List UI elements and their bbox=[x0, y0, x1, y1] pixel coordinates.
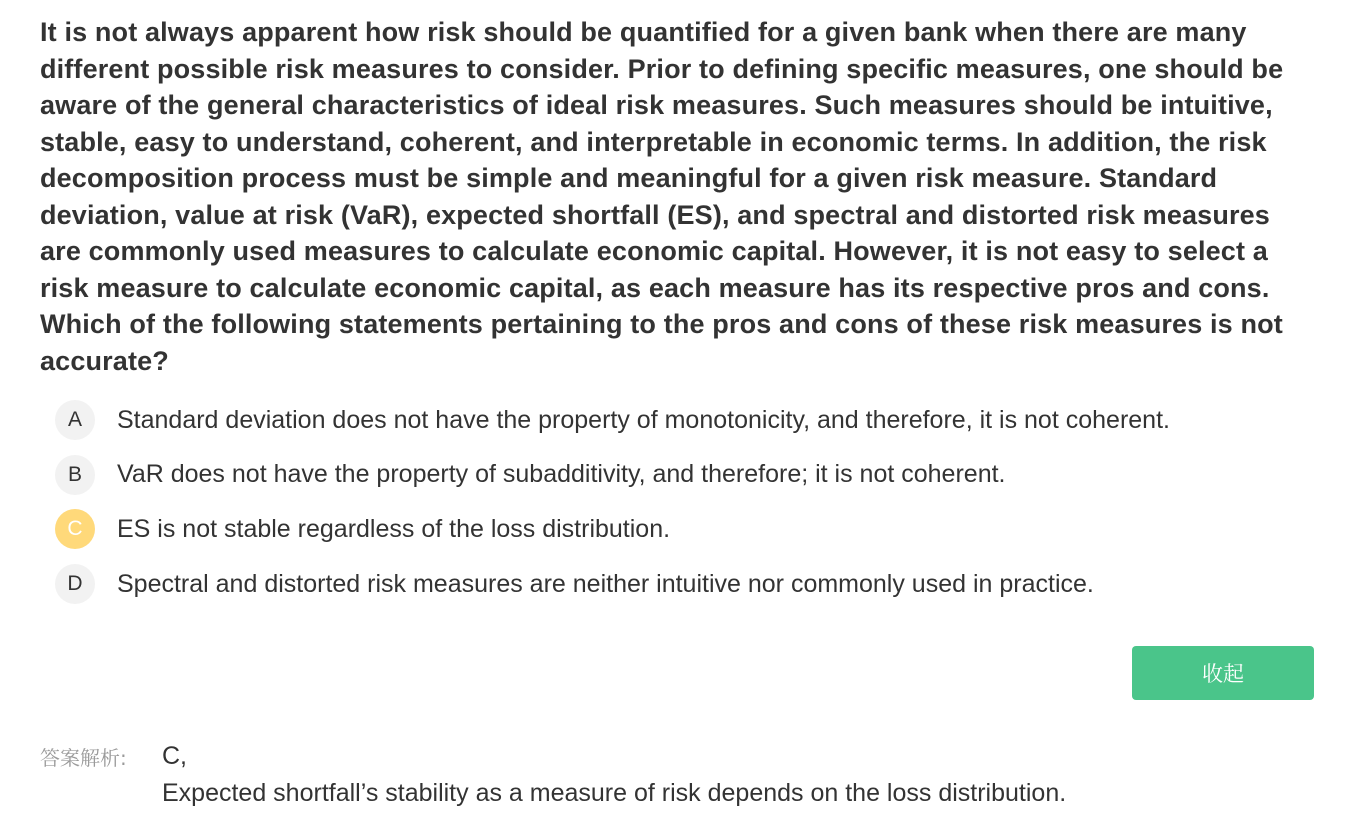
question-text: It is not always apparent how risk should be quantified for a given bank when there are many different possible risk measures to consider. Prior to defining specific measures, one should be aware of the general characteristics of ideal risk measures. Such measures should be intuitive, stable, easy to understand, coherent, and interpretable in economic terms. In addition, the risk decomposition process must be simple and meaningful for a given risk measure. Standard deviation, value at risk (VaR), expected shortfall (ES), and spectral and distorted risk measures are commonly used measures to calculate economic capital. However, it is not easy to select a risk measure to calculate economic capital, as each measure has its respective pros and cons. Which of the following statements pertaining to the pros and cons of these risk measures is not accurate? bbox=[40, 17, 1284, 376]
analysis-explanation: Expected shortfall’s stability as a measure of risk depends on the loss distribution. bbox=[162, 779, 1067, 807]
option-letter-badge[interactable]: B bbox=[55, 455, 95, 495]
collapse-button[interactable]: 收起 bbox=[1132, 646, 1314, 700]
options-list bbox=[55, 400, 1315, 619]
option-a[interactable] bbox=[55, 400, 1315, 440]
option-label[interactable]: Spectral and distorted risk measures are neither intuitive nor commonly used in practice. bbox=[117, 569, 1094, 598]
option-letter-badge[interactable]: D bbox=[55, 564, 95, 604]
option-b[interactable] bbox=[55, 455, 1315, 495]
option-label[interactable]: VaR does not have the property of subadditivity, and therefore; it is not coherent. bbox=[117, 460, 1006, 489]
option-c[interactable] bbox=[55, 509, 1315, 549]
analysis-answer: C, bbox=[162, 742, 187, 770]
option-letter-badge-selected[interactable]: C bbox=[55, 509, 95, 549]
option-label[interactable]: Standard deviation does not have the property of monotonicity, and therefore, it is not coherent. bbox=[117, 405, 1170, 434]
analysis-label: 答案解析: bbox=[40, 746, 127, 770]
option-letter-badge[interactable]: A bbox=[55, 400, 95, 440]
option-d[interactable] bbox=[55, 564, 1315, 604]
option-label[interactable]: ES is not stable regardless of the loss distribution. bbox=[117, 514, 671, 543]
